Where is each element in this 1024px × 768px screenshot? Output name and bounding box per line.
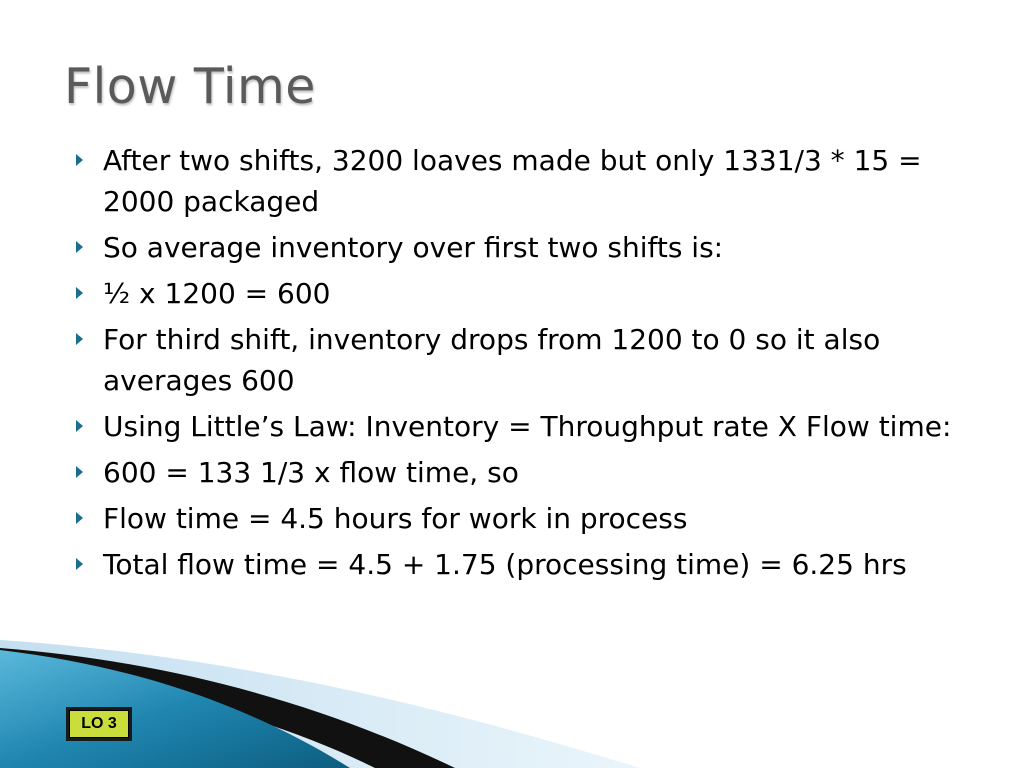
bullet-item [72,319,952,401]
slide-title: Flow Time [64,58,316,115]
bullet-item [72,140,952,222]
right-triangle-bullet-icon [76,512,83,524]
right-triangle-bullet-icon [76,241,83,253]
bullet-item [72,227,952,268]
bullet-text: Flow time = 4.5 hours for work in process [103,502,688,535]
bullet-item [72,544,952,585]
bullet-text: Total flow time = 4.5 + 1.75 (processing time) = 6.25 hrs [103,548,907,581]
bullet-list [72,140,952,590]
bullet-text: 600 = 133 1/3 x flow time, so [103,456,519,489]
bullet-text: So average inventory over first two shifts is: [103,231,724,264]
right-triangle-bullet-icon [76,466,83,478]
right-triangle-bullet-icon [76,420,83,432]
bullet-text: After two shifts, 3200 loaves made but only 1331/3 * 15 = 2000 packaged [103,144,922,218]
learning-objective-label: LO 3 [69,710,129,738]
bullet-text: ½ x 1200 = 600 [103,277,331,310]
right-triangle-bullet-icon [76,333,83,345]
bullet-text: For third shift, inventory drops from 1200 to 0 so it also averages 600 [103,323,881,397]
right-triangle-bullet-icon [76,558,83,570]
bullet-item [72,273,952,314]
learning-objective-badge [66,707,132,741]
bullet-item [72,406,952,447]
right-triangle-bullet-icon [76,287,83,299]
bullet-item [72,498,952,539]
bullet-item [72,452,952,493]
bullet-text: Using Little’s Law: Inventory = Throughput rate X Flow time: [103,410,952,443]
right-triangle-bullet-icon [76,154,83,166]
